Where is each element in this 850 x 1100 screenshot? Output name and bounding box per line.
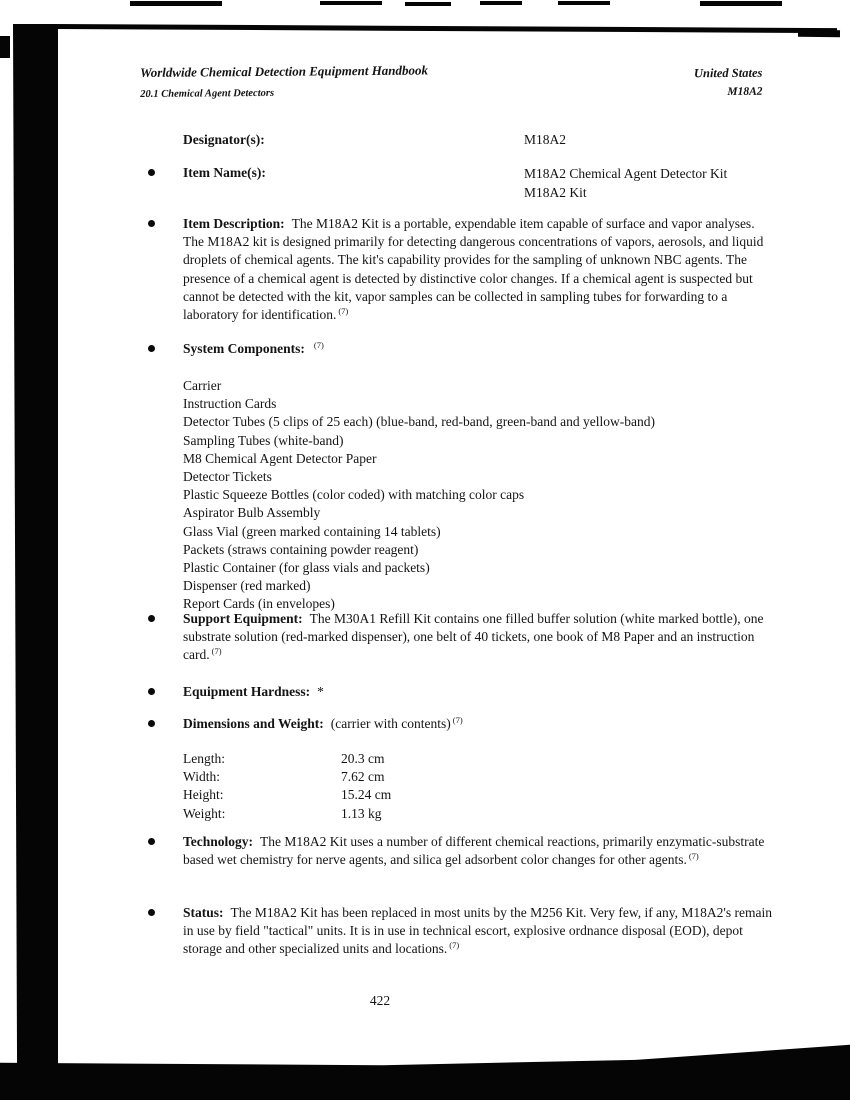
footnote-ref: (7) bbox=[211, 645, 222, 656]
bullet-icon bbox=[148, 838, 155, 845]
dimension-label: Width: bbox=[183, 769, 220, 785]
header-right bbox=[693, 64, 762, 102]
footnote-ref: (7) bbox=[452, 714, 463, 725]
section-text: The M18A2 Kit is a portable, expendable item capable of surface and vapor analyses. The M18A2 kit is designed primarily for detecting dangerous concentrations of vapors, aerosols, and liquid droplets of chemical agents. The kit's capability provides for the sampling of unknown NBC agents. The presence of a chemical agent is detected by distinctive color changes. If a chemical agent is suspected but cannot be detected with the kit, vapor samples can be collected in sampling tubes for forwarding to a laboratory for identification. bbox=[183, 216, 764, 323]
footnote-ref: (7) bbox=[338, 305, 349, 316]
bullet-icon bbox=[148, 169, 155, 176]
component-item: Plastic Squeeze Bottles (color coded) with matching color caps bbox=[183, 487, 525, 503]
component-item: Packets (straws containing powder reagent) bbox=[183, 541, 419, 557]
section-label: Dimensions and Weight: bbox=[183, 716, 324, 731]
dimensions-table bbox=[183, 750, 391, 823]
dimension-label: Weight: bbox=[183, 805, 226, 821]
section-label: Support Equipment: bbox=[183, 611, 303, 626]
handbook-title: Worldwide Chemical Detection Equipment Handbook bbox=[140, 62, 429, 80]
section-equipment-hardness bbox=[183, 683, 775, 701]
dimension-label: Height: bbox=[183, 787, 224, 803]
item-name-values bbox=[524, 164, 727, 202]
item-name-value-2: M18A2 Kit bbox=[524, 185, 587, 200]
section-label: Equipment Hardness: bbox=[183, 684, 311, 699]
model-label: M18A2 bbox=[726, 85, 763, 99]
item-name-label: Item Name(s): bbox=[183, 165, 266, 180]
section-label: Technology: bbox=[183, 834, 254, 849]
component-item: Sampling Tubes (white-band) bbox=[183, 432, 344, 448]
item-name-row bbox=[183, 164, 728, 200]
component-item: Instruction Cards bbox=[183, 396, 277, 412]
component-item: Aspirator Bulb Assembly bbox=[183, 505, 321, 521]
bullet-icon bbox=[148, 345, 155, 352]
dimension-label: Length: bbox=[183, 751, 225, 766]
footnote-ref: (7) bbox=[449, 939, 460, 950]
bullet-icon bbox=[148, 909, 155, 916]
component-item: Plastic Container (for glass vials and packets) bbox=[183, 560, 430, 576]
section-support-equipment bbox=[183, 610, 775, 665]
bullet-icon bbox=[148, 615, 155, 622]
section-system-components bbox=[183, 340, 775, 358]
section-value: * bbox=[317, 684, 324, 699]
footnote-ref: (7) bbox=[688, 850, 699, 861]
dimension-value: 1.13 kg bbox=[341, 805, 382, 821]
section-item-description bbox=[183, 215, 775, 324]
dimension-row bbox=[183, 786, 391, 804]
footnote-ref: (7) bbox=[313, 339, 324, 350]
section-text: The M18A2 Kit has been replaced in most units by the M256 Kit. Very few, if any, M18A2's remain in use by field "tactical" units. It is in use in technical escort, explosive ordnance disposal (EOD), depot storage and other specialized units and locations. bbox=[183, 905, 772, 957]
designator-row bbox=[183, 131, 567, 149]
header-left bbox=[140, 61, 428, 104]
component-item: Detector Tickets bbox=[183, 469, 272, 485]
component-item: Glass Vial (green marked containing 14 tablets) bbox=[183, 523, 441, 539]
designator-label: Designator(s): bbox=[183, 132, 265, 147]
section-label: System Components: bbox=[183, 341, 305, 356]
section-technology bbox=[183, 833, 775, 869]
page-number: 422 bbox=[369, 993, 391, 1008]
dimension-value: 20.3 cm bbox=[341, 751, 385, 766]
section-text: The M30A1 Refill Kit contains one filled buffer solution (white marked bottle), one substrate solution (red-marked dispenser), one belt of 40 tickets, one book of M8 Paper and an instruction card. bbox=[183, 611, 764, 663]
component-item: Report Cards (in envelopes) bbox=[183, 596, 335, 612]
dimension-value: 7.62 cm bbox=[341, 769, 385, 785]
section-text: (carrier with contents) bbox=[330, 716, 451, 731]
components-list bbox=[183, 377, 775, 614]
designator-value: M18A2 bbox=[524, 132, 567, 147]
item-name-value-1: M18A2 Chemical Agent Detector Kit bbox=[524, 166, 728, 181]
dimension-row bbox=[183, 805, 391, 823]
component-item: Carrier bbox=[183, 378, 222, 393]
bullet-icon bbox=[148, 220, 155, 227]
chapter-subtitle: 20.1 Chemical Agent Detectors bbox=[140, 88, 275, 101]
component-item: Detector Tubes (5 clips of 25 each) (blue-band, red-band, green-band and yellow-band) bbox=[183, 414, 655, 430]
bullet-icon bbox=[148, 688, 155, 695]
section-label: Status: bbox=[183, 905, 224, 920]
component-item: M8 Chemical Agent Detector Paper bbox=[183, 450, 377, 466]
bullet-icon bbox=[148, 720, 155, 727]
component-item: Dispenser (red marked) bbox=[183, 578, 311, 594]
section-text: The M18A2 Kit uses a number of different chemical reactions, primarily enzymatic-substrate based wet chemistry for nerve agents, and silica gel adsorbent color changes for other agents. bbox=[183, 834, 765, 868]
section-label: Item Description: bbox=[183, 216, 285, 231]
section-dimensions-weight bbox=[183, 715, 775, 733]
dimension-value: 15.24 cm bbox=[341, 787, 392, 803]
country-label: United States bbox=[693, 65, 762, 81]
dimension-row bbox=[183, 750, 391, 768]
section-status bbox=[183, 904, 775, 959]
dimension-row bbox=[183, 768, 391, 786]
